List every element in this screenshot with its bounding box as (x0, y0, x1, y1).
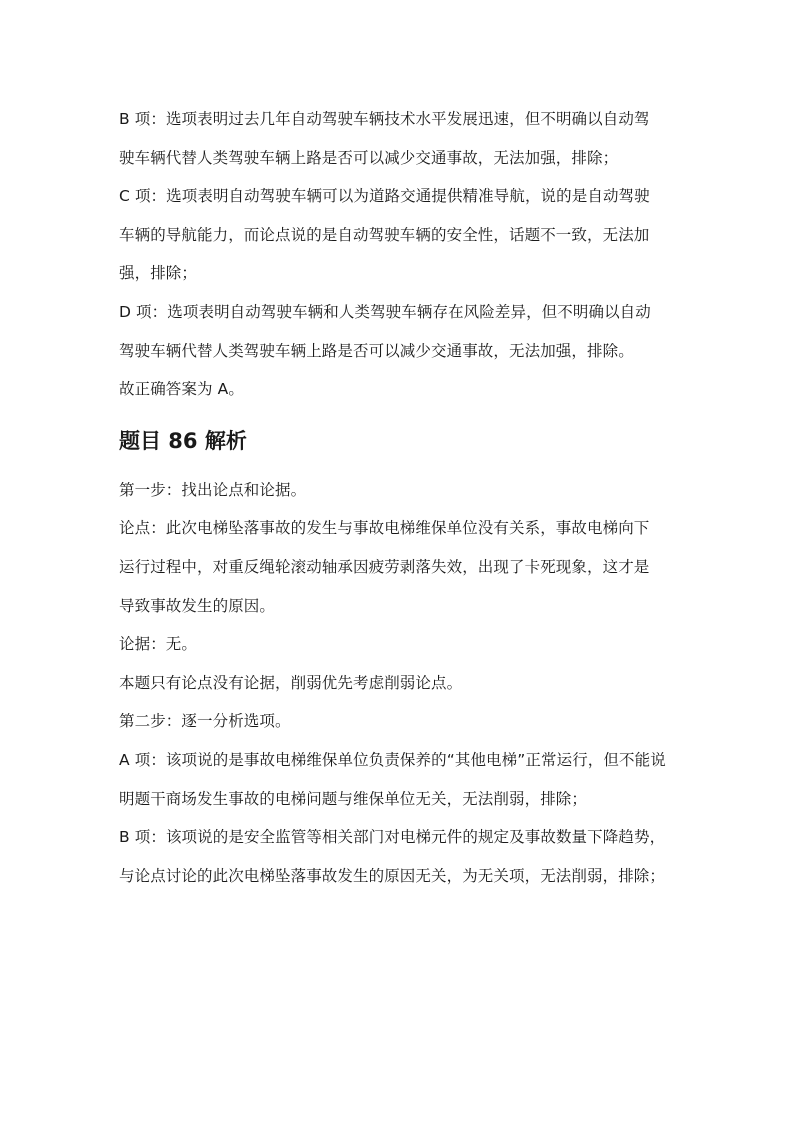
text-line: 驶车辆代替人类驾驶车辆上路是否可以减少交通事故，无法加强，排除； (119, 148, 619, 167)
text-line: D 项：选项表明自动驾驶车辆和人类驾驶车辆存在风险差异，但不明确以自动 (119, 302, 651, 321)
text-line: 强，排除； (119, 264, 198, 283)
text-line: 驾驶车辆代替人类驾驶车辆上路是否可以减少交通事故，无法加强，排除。 (119, 341, 634, 360)
text-line: A 项：该项说的是事故电梯维保单位负责保养的“其他电梯”正常运行，但不能说 (119, 750, 666, 769)
text-line: 第一步：找出论点和论据。 (119, 480, 307, 499)
document-content (119, 105, 689, 900)
text-line: 论据：无。 (119, 635, 198, 654)
answer-line: 故正确答案为 A。 (119, 380, 244, 399)
text-line: 论点：此次电梯坠落事故的发生与事故电梯维保单位没有关系，事故电梯向下 (119, 519, 650, 538)
text-line: 本题只有论点没有论据，削弱优先考虑削弱论点。 (119, 673, 463, 692)
text-line: C 项：选项表明自动驾驶车辆可以为道路交通提供精准导航，说的是自动驾驶 (119, 187, 650, 206)
section-heading: 题目 86 解析 (119, 428, 247, 453)
text-line: 第二步：逐一分析选项。 (119, 712, 291, 731)
text-line: 与论点讨论的此次电梯坠落事故发生的原因无关，为无关项，无法削弱，排除； (119, 866, 666, 885)
text-line: 导致事故发生的原因。 (119, 596, 276, 615)
text-line: 运行过程中，对重反绳轮滚动轴承因疲劳剥落失效，出现了卡死现象，这才是 (119, 557, 650, 576)
analysis-block-86 (119, 476, 689, 901)
text-line: B 项：该项说的是安全监管等相关部门对电梯元件的规定及事故数量下降趋势， (119, 828, 666, 847)
text-line: 明题干商场发生事故的电梯问题与维保单位无关，无法削弱，排除； (119, 789, 588, 808)
text-line: 车辆的导航能力，而论点说的是自动驾驶车辆的安全性，话题不一致，无法加 (119, 225, 650, 244)
text-line: B 项：选项表明过去几年自动驾驶车辆技术水平发展迅速，但不明确以自动驾 (119, 110, 650, 128)
analysis-block-85 (119, 105, 689, 414)
